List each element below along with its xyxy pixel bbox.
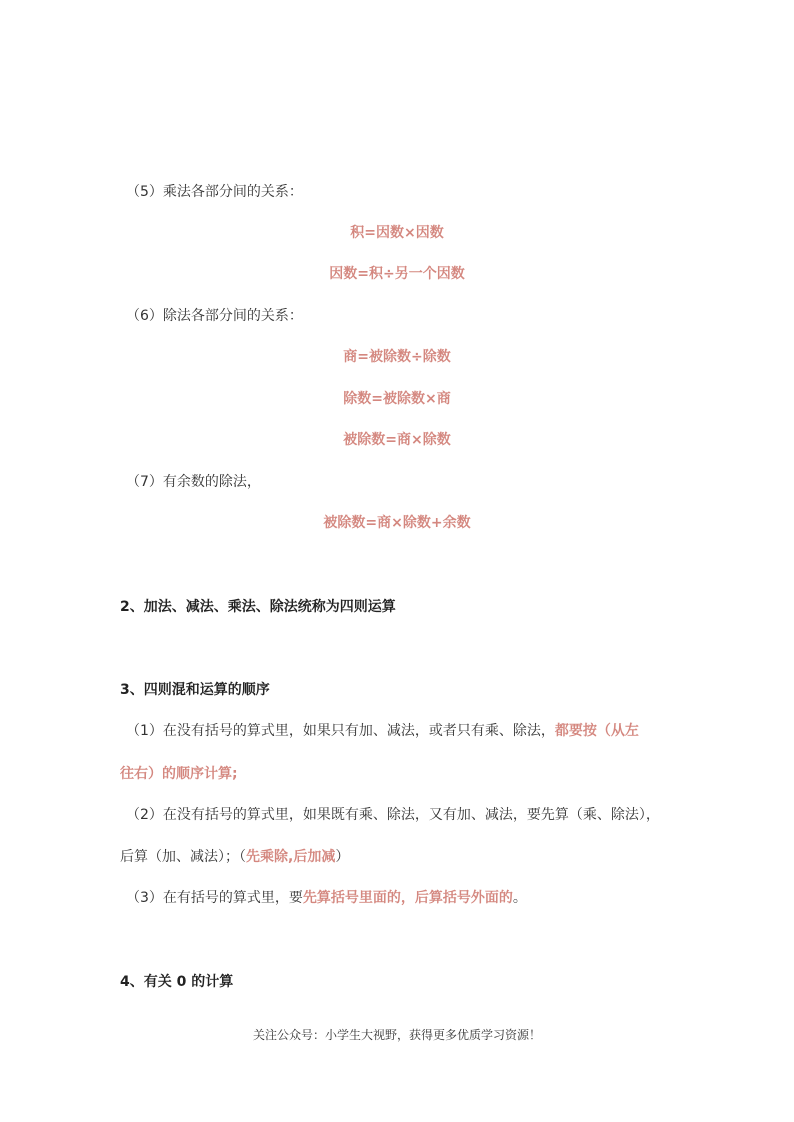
heading-order-of-operations: 3、四则混和运算的顺序: [120, 682, 270, 698]
rule-3-highlight: 先算括号里面的，后算括号外面的: [302, 890, 513, 906]
formula-factor: 因数=积÷另一个因数: [329, 266, 465, 282]
heading-four-operations: 2、加法、减法、乘法、除法统称为四则运算: [120, 599, 396, 615]
rule-3-text: （3）在有括号的算式里，要: [126, 890, 303, 906]
rule-2-line-1: （2）在没有括号的算式里，如果既有乘、除法，又有加、减法，要先算（乘、除法），: [126, 807, 660, 823]
rule-2-line-2: [120, 847, 349, 867]
rule-2-text: 后算（加、减法）；（: [120, 849, 246, 865]
formula-quotient: 商=被除数÷除数: [343, 349, 451, 365]
rule-3-line: [126, 888, 527, 908]
formula-divisor: 除数=被除数×商: [343, 391, 451, 407]
formula-dividend: 被除数=商×除数: [343, 432, 451, 448]
formula-remainder: 被除数=商×除数+余数: [323, 515, 471, 531]
footer-note: 关注公众号：小学生大视野，获得更多优质学习资源！: [252, 1028, 541, 1042]
section-6-label: （6）除法各部分间的关系：: [126, 308, 303, 324]
rule-1-highlight-start: 都要按（从左: [554, 723, 639, 739]
section-5-label: （5）乘法各部分间的关系：: [126, 184, 303, 200]
rule-2-close: ）: [335, 849, 350, 865]
rule-1-text: （1）在没有括号的算式里，如果只有加、减法，或者只有乘、除法，: [126, 723, 555, 739]
rule-3-end: 。: [512, 890, 527, 906]
formula-product: 积=因数×因数: [350, 225, 444, 241]
section-7-label: （7）有余数的除法，: [126, 474, 261, 490]
rule-1-line-1: [126, 721, 639, 741]
heading-zero-calculation: 4、有关 0 的计算: [120, 974, 234, 990]
rule-2-highlight: 先乘除,后加减: [246, 849, 336, 865]
rule-1-line-2: 往右）的顺序计算;: [120, 766, 238, 782]
